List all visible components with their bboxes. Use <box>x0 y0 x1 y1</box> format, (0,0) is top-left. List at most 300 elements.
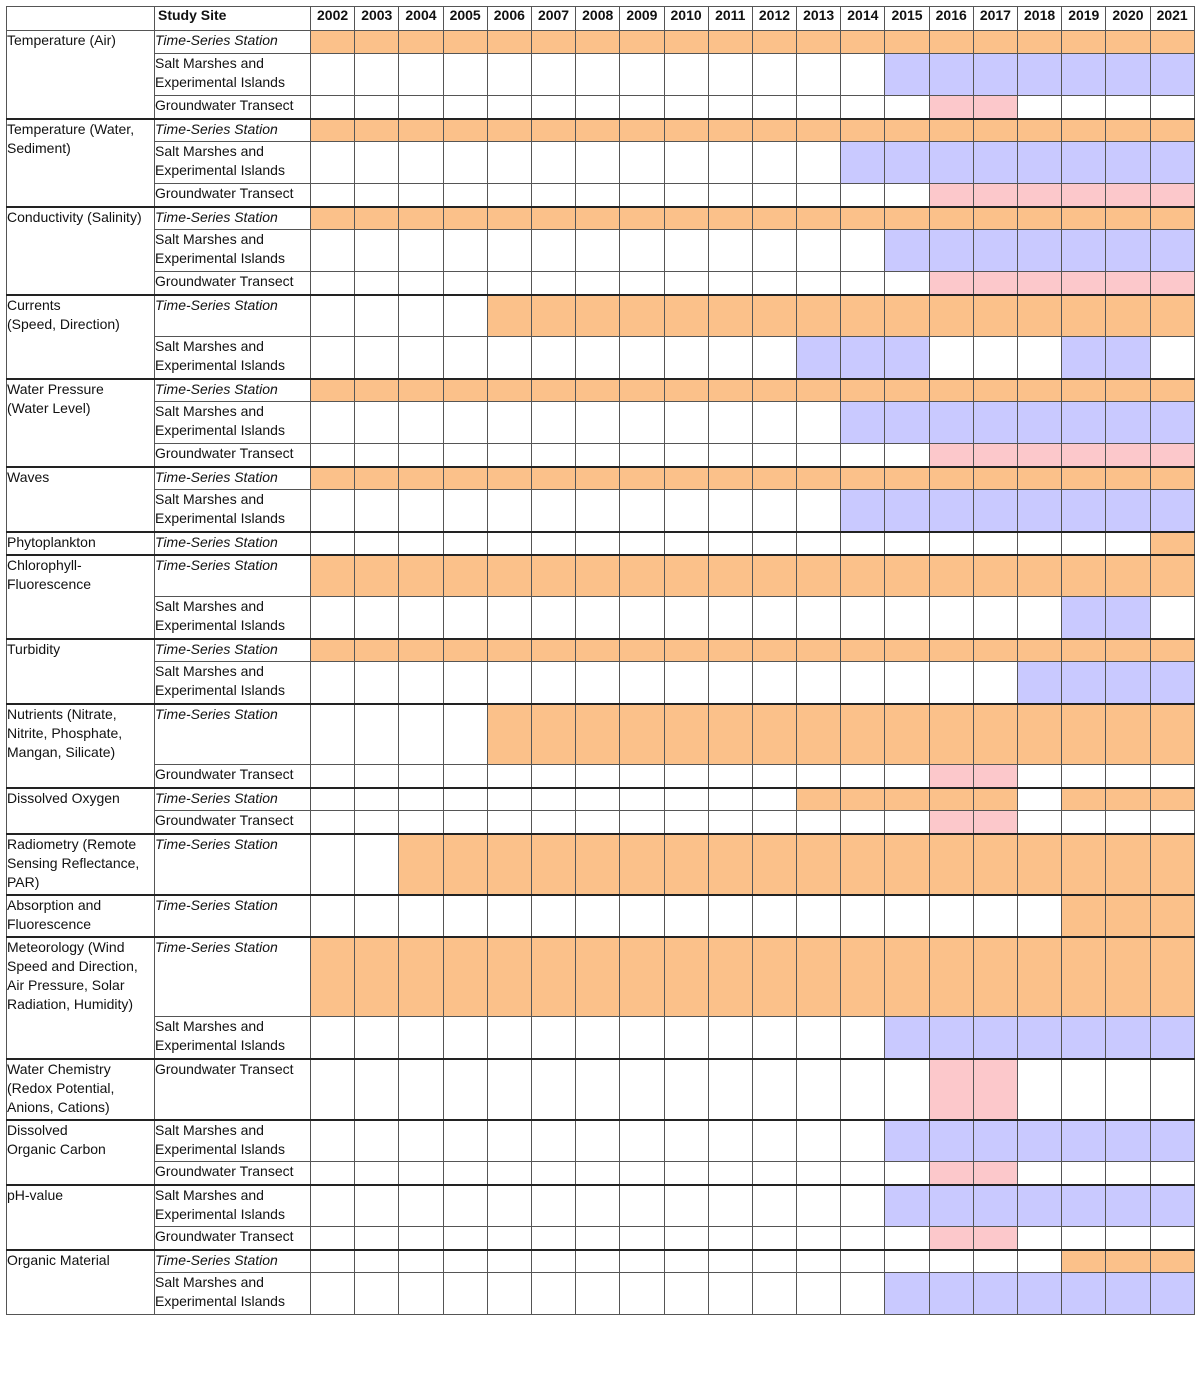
year-cell-empty <box>576 532 620 555</box>
year-cell-empty <box>531 1059 575 1120</box>
year-cell-empty <box>399 1227 443 1250</box>
year-cell-measured <box>487 31 531 54</box>
year-cell-measured <box>841 119 885 142</box>
year-cell-empty <box>1062 765 1106 788</box>
year-cell-measured <box>531 937 575 1017</box>
year-cell-empty <box>664 1059 708 1120</box>
year-cell-empty <box>620 54 664 96</box>
year-cell-empty <box>531 895 575 937</box>
year-cell-empty <box>752 1120 796 1162</box>
year-cell-measured <box>1106 272 1150 295</box>
year-cell-measured <box>1062 184 1106 207</box>
year-cell-empty <box>399 402 443 444</box>
year-cell-measured <box>1018 1017 1062 1059</box>
year-cell-measured <box>1106 1017 1150 1059</box>
year-cell-measured <box>973 765 1017 788</box>
year-cell-measured <box>973 402 1017 444</box>
year-cell-empty <box>487 1162 531 1185</box>
study-site-label: Salt Marshes and Experimental Islands <box>155 337 311 379</box>
year-cell-measured <box>399 379 443 402</box>
parameter-label: Turbidity <box>7 639 155 704</box>
year-cell-empty <box>443 811 487 834</box>
parameter-label: pH-value <box>7 1185 155 1250</box>
year-cell-empty <box>841 1120 885 1162</box>
year-cell-empty <box>664 1250 708 1273</box>
year-cell-empty <box>1018 1162 1062 1185</box>
year-cell-measured <box>797 834 841 895</box>
year-cell-measured <box>443 937 487 1017</box>
year-cell-empty <box>620 765 664 788</box>
year-cell-empty <box>841 230 885 272</box>
year-cell-measured <box>708 119 752 142</box>
year-cell-measured <box>311 31 355 54</box>
year-cell-empty <box>708 765 752 788</box>
year-cell-empty <box>1062 1059 1106 1120</box>
year-cell-measured <box>1106 54 1150 96</box>
year-cell-measured <box>620 555 664 597</box>
header-year: 2012 <box>752 7 796 31</box>
year-cell-measured <box>1062 662 1106 704</box>
year-cell-measured <box>1018 1120 1062 1162</box>
year-cell-measured <box>1150 1273 1194 1315</box>
table-row <box>7 1185 1195 1227</box>
year-cell-empty <box>620 1250 664 1273</box>
study-site-label: Groundwater Transect <box>155 272 311 295</box>
year-cell-empty <box>311 230 355 272</box>
year-cell-empty <box>355 490 399 532</box>
year-cell-measured <box>399 555 443 597</box>
year-cell-empty <box>797 402 841 444</box>
study-site-label: Groundwater Transect <box>155 96 311 119</box>
year-cell-empty <box>443 1059 487 1120</box>
year-cell-measured <box>1150 639 1194 662</box>
year-cell-empty <box>531 662 575 704</box>
year-cell-empty <box>708 230 752 272</box>
year-cell-empty <box>885 96 929 119</box>
year-cell-measured <box>1150 230 1194 272</box>
year-cell-measured <box>929 1185 973 1227</box>
year-cell-empty <box>752 1185 796 1227</box>
year-cell-empty <box>1018 1059 1062 1120</box>
year-cell-empty <box>576 1059 620 1120</box>
year-cell-measured <box>973 490 1017 532</box>
year-cell-empty <box>311 765 355 788</box>
year-cell-measured <box>1106 834 1150 895</box>
year-cell-measured <box>1150 272 1194 295</box>
year-cell-measured <box>841 402 885 444</box>
year-cell-empty <box>664 337 708 379</box>
year-cell-empty <box>797 230 841 272</box>
year-cell-empty <box>620 230 664 272</box>
year-cell-measured <box>1018 272 1062 295</box>
year-cell-empty <box>443 1227 487 1250</box>
year-cell-empty <box>531 765 575 788</box>
year-cell-measured <box>576 704 620 765</box>
year-cell-empty <box>399 788 443 811</box>
year-cell-empty <box>355 662 399 704</box>
year-cell-empty <box>399 811 443 834</box>
year-cell-measured <box>487 207 531 230</box>
year-cell-empty <box>752 1059 796 1120</box>
year-cell-measured <box>1150 207 1194 230</box>
year-cell-empty <box>355 337 399 379</box>
year-cell-empty <box>797 444 841 467</box>
year-cell-empty <box>797 1017 841 1059</box>
year-cell-measured <box>1018 490 1062 532</box>
year-cell-empty <box>708 597 752 639</box>
year-cell-measured <box>1106 31 1150 54</box>
header-year: 2004 <box>399 7 443 31</box>
year-cell-measured <box>797 467 841 490</box>
year-cell-empty <box>797 1227 841 1250</box>
year-cell-measured <box>1018 704 1062 765</box>
table-row <box>7 379 1195 402</box>
year-cell-empty <box>752 230 796 272</box>
year-cell-measured <box>752 467 796 490</box>
table-row <box>7 834 1195 895</box>
year-cell-empty <box>885 1162 929 1185</box>
year-cell-empty <box>620 1059 664 1120</box>
year-cell-measured <box>576 834 620 895</box>
year-cell-measured <box>576 31 620 54</box>
year-cell-measured <box>885 31 929 54</box>
year-cell-empty <box>311 532 355 555</box>
year-cell-empty <box>399 1273 443 1315</box>
year-cell-measured <box>1150 444 1194 467</box>
year-cell-measured <box>576 937 620 1017</box>
year-cell-empty <box>752 337 796 379</box>
header-year: 2013 <box>797 7 841 31</box>
year-cell-measured <box>311 207 355 230</box>
year-cell-measured <box>399 467 443 490</box>
year-cell-empty <box>443 704 487 765</box>
year-cell-empty <box>443 895 487 937</box>
year-cell-empty <box>531 1273 575 1315</box>
year-cell-measured <box>1018 402 1062 444</box>
year-cell-empty <box>443 184 487 207</box>
year-cell-measured <box>929 1017 973 1059</box>
study-site-label: Groundwater Transect <box>155 184 311 207</box>
year-cell-measured <box>797 639 841 662</box>
year-cell-empty <box>885 1250 929 1273</box>
year-cell-measured <box>973 295 1017 337</box>
year-cell-empty <box>531 597 575 639</box>
header-year: 2006 <box>487 7 531 31</box>
year-cell-measured <box>1062 490 1106 532</box>
year-cell-empty <box>841 184 885 207</box>
year-cell-measured <box>973 811 1017 834</box>
year-cell-empty <box>664 895 708 937</box>
year-cell-empty <box>576 272 620 295</box>
measurement-coverage-table <box>6 6 1195 1315</box>
year-cell-empty <box>797 142 841 184</box>
year-cell-measured <box>1018 1185 1062 1227</box>
year-cell-empty <box>531 490 575 532</box>
year-cell-measured <box>1062 788 1106 811</box>
year-cell-measured <box>531 834 575 895</box>
year-cell-empty <box>487 1273 531 1315</box>
year-cell-measured <box>1062 207 1106 230</box>
year-cell-empty <box>1062 1162 1106 1185</box>
year-cell-empty <box>1106 765 1150 788</box>
year-cell-measured <box>1106 704 1150 765</box>
table-row <box>7 662 1195 704</box>
year-cell-empty <box>399 272 443 295</box>
year-cell-measured <box>973 788 1017 811</box>
study-site-label: Salt Marshes and Experimental Islands <box>155 662 311 704</box>
year-cell-measured <box>355 467 399 490</box>
year-cell-empty <box>355 895 399 937</box>
study-site-label: Salt Marshes and Experimental Islands <box>155 597 311 639</box>
table-row <box>7 467 1195 490</box>
year-cell-empty <box>752 1162 796 1185</box>
year-cell-empty <box>443 54 487 96</box>
year-cell-empty <box>443 1017 487 1059</box>
study-site-label: Groundwater Transect <box>155 1059 311 1120</box>
table-row <box>7 184 1195 207</box>
year-cell-measured <box>620 207 664 230</box>
year-cell-measured <box>752 704 796 765</box>
year-cell-empty <box>399 1017 443 1059</box>
year-cell-empty <box>797 1250 841 1273</box>
year-cell-empty <box>355 230 399 272</box>
year-cell-empty <box>399 1162 443 1185</box>
year-cell-measured <box>1150 1120 1194 1162</box>
year-cell-empty <box>1150 765 1194 788</box>
year-cell-measured <box>576 467 620 490</box>
year-cell-empty <box>1106 1162 1150 1185</box>
year-cell-empty <box>885 272 929 295</box>
table-row <box>7 142 1195 184</box>
year-cell-empty <box>973 662 1017 704</box>
year-cell-measured <box>487 119 531 142</box>
year-cell-empty <box>355 811 399 834</box>
year-cell-empty <box>487 597 531 639</box>
year-cell-measured <box>576 207 620 230</box>
year-cell-empty <box>311 1227 355 1250</box>
year-cell-empty <box>311 834 355 895</box>
year-cell-measured <box>841 834 885 895</box>
year-cell-measured <box>752 295 796 337</box>
year-cell-empty <box>708 1017 752 1059</box>
year-cell-empty <box>752 1227 796 1250</box>
year-cell-empty <box>841 1273 885 1315</box>
year-cell-empty <box>355 1162 399 1185</box>
year-cell-measured <box>1150 1185 1194 1227</box>
header-year: 2017 <box>973 7 1017 31</box>
year-cell-measured <box>1062 402 1106 444</box>
year-cell-empty <box>576 96 620 119</box>
year-cell-measured <box>620 467 664 490</box>
year-cell-empty <box>531 811 575 834</box>
year-cell-measured <box>973 555 1017 597</box>
year-cell-empty <box>443 532 487 555</box>
year-cell-measured <box>752 834 796 895</box>
year-cell-empty <box>487 1120 531 1162</box>
year-cell-measured <box>443 379 487 402</box>
table-row <box>7 811 1195 834</box>
year-cell-empty <box>797 1273 841 1315</box>
year-cell-empty <box>576 1120 620 1162</box>
year-cell-measured <box>531 704 575 765</box>
year-cell-measured <box>885 295 929 337</box>
year-cell-measured <box>885 788 929 811</box>
year-cell-measured <box>973 31 1017 54</box>
year-cell-empty <box>487 490 531 532</box>
year-cell-empty <box>620 402 664 444</box>
year-cell-empty <box>620 662 664 704</box>
year-cell-measured <box>708 207 752 230</box>
year-cell-empty <box>576 765 620 788</box>
year-cell-measured <box>973 1017 1017 1059</box>
table-row <box>7 1227 1195 1250</box>
year-cell-measured <box>664 555 708 597</box>
year-cell-empty <box>443 490 487 532</box>
year-cell-measured <box>708 379 752 402</box>
year-cell-measured <box>708 834 752 895</box>
year-cell-measured <box>1062 1185 1106 1227</box>
year-cell-measured <box>1018 834 1062 895</box>
year-cell-measured <box>576 379 620 402</box>
year-cell-measured <box>664 119 708 142</box>
year-cell-measured <box>885 1120 929 1162</box>
year-cell-empty <box>311 142 355 184</box>
year-cell-empty <box>531 1185 575 1227</box>
year-cell-measured <box>929 119 973 142</box>
study-site-label: Salt Marshes and Experimental Islands <box>155 1017 311 1059</box>
year-cell-measured <box>1106 379 1150 402</box>
year-cell-empty <box>531 230 575 272</box>
year-cell-measured <box>885 379 929 402</box>
year-cell-empty <box>664 532 708 555</box>
year-cell-empty <box>531 788 575 811</box>
table-row <box>7 295 1195 337</box>
year-cell-empty <box>311 1120 355 1162</box>
year-cell-empty <box>841 532 885 555</box>
year-cell-measured <box>973 1120 1017 1162</box>
year-cell-empty <box>752 1273 796 1315</box>
year-cell-empty <box>620 1185 664 1227</box>
year-cell-measured <box>443 31 487 54</box>
year-cell-empty <box>311 704 355 765</box>
year-cell-empty <box>399 444 443 467</box>
year-cell-empty <box>929 895 973 937</box>
year-cell-empty <box>664 1017 708 1059</box>
header-year: 2008 <box>576 7 620 31</box>
year-cell-measured <box>620 937 664 1017</box>
year-cell-empty <box>487 788 531 811</box>
year-cell-empty <box>487 1059 531 1120</box>
year-cell-empty <box>708 402 752 444</box>
year-cell-measured <box>311 639 355 662</box>
table-row <box>7 895 1195 937</box>
year-cell-measured <box>1150 704 1194 765</box>
year-cell-empty <box>443 1162 487 1185</box>
year-cell-empty <box>487 895 531 937</box>
year-cell-measured <box>797 937 841 1017</box>
year-cell-measured <box>841 337 885 379</box>
year-cell-empty <box>399 1120 443 1162</box>
year-cell-empty <box>311 788 355 811</box>
year-cell-empty <box>885 1227 929 1250</box>
year-cell-measured <box>752 119 796 142</box>
header-year: 2014 <box>841 7 885 31</box>
year-cell-empty <box>708 444 752 467</box>
year-cell-measured <box>708 555 752 597</box>
study-site-label: Salt Marshes and Experimental Islands <box>155 54 311 96</box>
year-cell-empty <box>708 1120 752 1162</box>
parameter-label: Water Chemistry (Redox Potential, Anions, Cations) <box>7 1059 155 1120</box>
year-cell-empty <box>487 402 531 444</box>
table-row <box>7 555 1195 597</box>
year-cell-measured <box>929 1059 973 1120</box>
table-row <box>7 704 1195 765</box>
year-cell-measured <box>399 207 443 230</box>
year-cell-empty <box>752 54 796 96</box>
year-cell-empty <box>752 811 796 834</box>
year-cell-measured <box>1150 467 1194 490</box>
year-cell-empty <box>797 662 841 704</box>
year-cell-measured <box>1150 490 1194 532</box>
table-row <box>7 788 1195 811</box>
year-cell-measured <box>973 119 1017 142</box>
year-cell-empty <box>443 1185 487 1227</box>
year-cell-empty <box>973 337 1017 379</box>
year-cell-empty <box>1106 1227 1150 1250</box>
year-cell-empty <box>1106 532 1150 555</box>
year-cell-measured <box>841 704 885 765</box>
year-cell-measured <box>1062 597 1106 639</box>
year-cell-empty <box>752 1250 796 1273</box>
year-cell-empty <box>487 96 531 119</box>
year-cell-empty <box>355 788 399 811</box>
year-cell-empty <box>443 142 487 184</box>
year-cell-empty <box>1106 811 1150 834</box>
table-row <box>7 444 1195 467</box>
year-cell-empty <box>752 96 796 119</box>
year-cell-measured <box>1062 54 1106 96</box>
year-cell-measured <box>1062 444 1106 467</box>
year-cell-measured <box>1018 54 1062 96</box>
year-cell-empty <box>531 1017 575 1059</box>
year-cell-empty <box>1018 765 1062 788</box>
header-row <box>7 7 1195 31</box>
year-cell-empty <box>620 1162 664 1185</box>
year-cell-empty <box>399 662 443 704</box>
year-cell-empty <box>752 444 796 467</box>
year-cell-empty <box>708 811 752 834</box>
year-cell-empty <box>797 1059 841 1120</box>
year-cell-empty <box>664 1120 708 1162</box>
year-cell-measured <box>1150 1017 1194 1059</box>
year-cell-measured <box>929 295 973 337</box>
year-cell-empty <box>620 597 664 639</box>
year-cell-empty <box>399 337 443 379</box>
year-cell-empty <box>752 1017 796 1059</box>
header-year: 2018 <box>1018 7 1062 31</box>
year-cell-measured <box>443 207 487 230</box>
study-site-label: Salt Marshes and Experimental Islands <box>155 490 311 532</box>
table-row <box>7 937 1195 1017</box>
year-cell-measured <box>752 937 796 1017</box>
year-cell-measured <box>1062 1250 1106 1273</box>
year-cell-measured <box>664 704 708 765</box>
year-cell-empty <box>487 811 531 834</box>
year-cell-empty <box>797 597 841 639</box>
year-cell-empty <box>1018 1227 1062 1250</box>
year-cell-empty <box>841 1017 885 1059</box>
year-cell-measured <box>752 555 796 597</box>
